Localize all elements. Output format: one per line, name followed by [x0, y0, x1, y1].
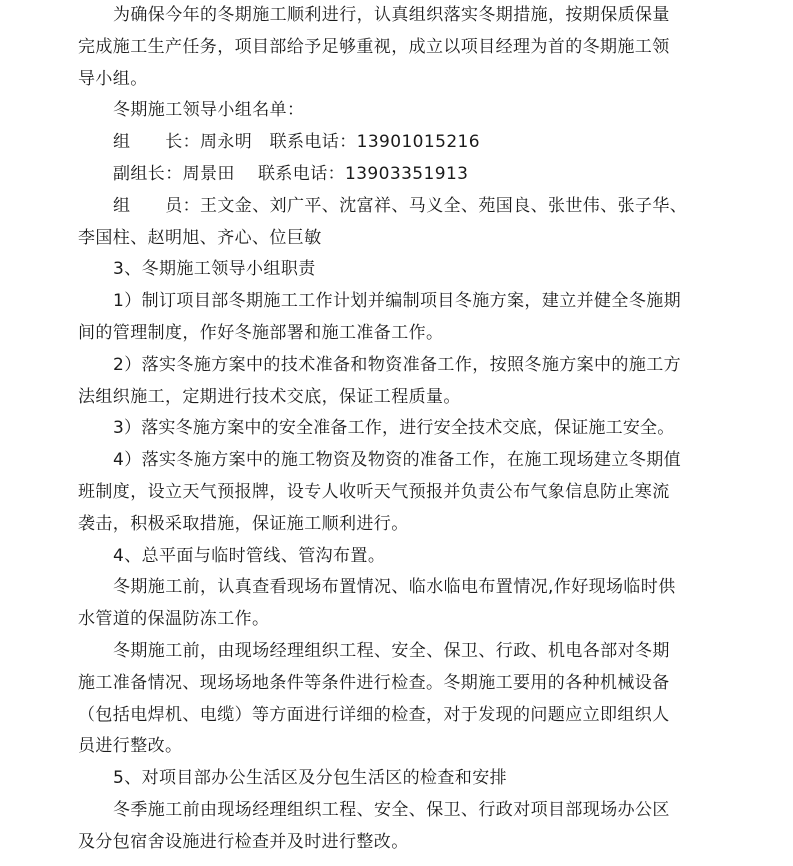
paragraph-list-title: [78, 95, 758, 127]
text-line: 李国柱、赵明旭、齐心、位巨敏: [78, 227, 322, 248]
paragraph-duty-1: [78, 286, 758, 350]
text-line: （包括电焊机、电缆）等方面进行详细的检查，对于发现的问题应立即组织人: [78, 704, 670, 725]
text-line: 水管道的保温防冻工作。: [78, 609, 270, 630]
document-page: [78, 0, 758, 859]
text-line: 施工准备情况、现场场地条件等条件进行检查。冬期施工要用的各种机械设备: [78, 672, 670, 693]
text-line: 5、对项目部办公生活区及分包生活区的检查和安排: [113, 768, 508, 789]
paragraph-layout-1: [78, 572, 758, 636]
paragraph-leader: [78, 127, 758, 159]
text-line: 4）落实冬施方案中的施工物资及物资的准备工作，在施工现场建立冬期值: [113, 450, 682, 471]
text-line: 组 员：王文金、刘广平、沈富祥、马义全、苑国良、张世伟、张子华、: [113, 195, 688, 216]
text-line: 副组长：周景田 联系电话：13903351913: [113, 163, 469, 184]
paragraph-intro: [78, 0, 758, 95]
paragraph-vice-leader: [78, 159, 758, 191]
section-heading-3: [78, 254, 758, 286]
text-line: 班制度，设立天气预报牌，设专人收听天气预报并负责公布气象信息防止寒流: [78, 481, 670, 502]
text-line: 员进行整改。: [78, 736, 183, 757]
section-heading-5: [78, 763, 758, 795]
paragraph-inspection: [78, 795, 758, 859]
text-line: 2）落实冬施方案中的技术准备和物资准备工作，按照冬施方案中的施工方: [113, 354, 682, 375]
text-line: 导小组。: [78, 68, 148, 89]
paragraph-layout-2: [78, 636, 758, 763]
text-line: 1）制订项目部冬期施工工作计划并编制项目冬施方案，建立并健全冬施期: [113, 291, 682, 312]
text-line: 冬季施工前由现场经理组织工程、安全、保卫、行政对项目部现场办公区: [113, 799, 670, 820]
text-line: 3、冬期施工领导小组职责: [113, 259, 316, 280]
paragraph-duty-4: [78, 445, 758, 540]
section-heading-4: [78, 541, 758, 573]
text-line: 袭击，积极采取措施，保证施工顺利进行。: [78, 513, 409, 534]
text-line: 组 长：周永明 联系电话：13901015216: [113, 132, 480, 153]
text-line: 冬期施工领导小组名单：: [113, 100, 305, 121]
text-line: 完成施工生产任务，项目部给予足够重视，成立以项目经理为首的冬期施工领: [78, 36, 670, 57]
text-line: 间的管理制度，作好冬施部署和施工准备工作。: [78, 322, 444, 343]
paragraph-duty-2: [78, 350, 758, 414]
text-line: 4、总平面与临时管线、管沟布置。: [113, 545, 386, 566]
paragraph-members: [78, 191, 758, 255]
text-line: 为确保今年的冬期施工顺利进行，认真组织落实冬期措施，按期保质保量: [113, 5, 670, 25]
text-line: 法组织施工，定期进行技术交底，保证工程质量。: [78, 386, 461, 407]
paragraph-duty-3: [78, 413, 758, 445]
text-line: 及分包宿舍设施进行检查并及时进行整改。: [78, 831, 409, 852]
text-line: 3）落实冬施方案中的安全准备工作，进行安全技术交底，保证施工安全。: [113, 418, 675, 439]
text-line: 冬期施工前，认真查看现场布置情况、临水临电布置情况,作好现场临时供: [113, 577, 676, 598]
text-line: 冬期施工前，由现场经理组织工程、安全、保卫、行政、机电各部对冬期: [113, 640, 670, 661]
